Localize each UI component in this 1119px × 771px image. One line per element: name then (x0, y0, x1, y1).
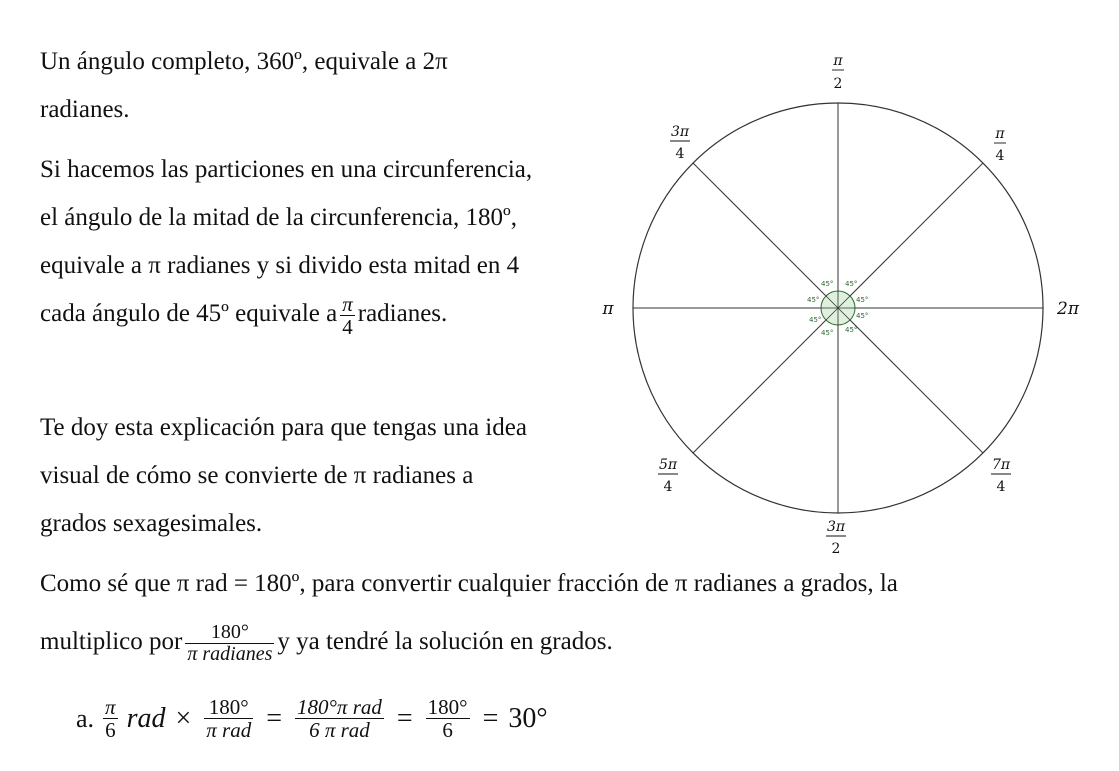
fraction-numerator: π (342, 291, 353, 316)
fraction-numerator: π (105, 695, 116, 719)
equals-sign: = (482, 702, 499, 734)
fraction-denominator: π radianes (187, 642, 273, 665)
label-denominator: 4 (995, 148, 1005, 164)
angle-label: 45° (856, 312, 869, 320)
equals-sign: = (266, 702, 283, 734)
angle-label: 45° (821, 280, 834, 288)
label-numerator: 3π (826, 519, 846, 535)
label-denominator: 4 (996, 479, 1006, 495)
label-7pi-over-4 (991, 457, 1011, 495)
angle-label: 45° (845, 326, 858, 334)
paragraph-full-angle-text: Un ángulo completo, 360º, equivale a 2π radianes. (40, 48, 448, 123)
label-pi-over-2 (832, 53, 844, 92)
paragraph-explanation-text: Te doy esta explicación para que tengas una idea visual de cómo se convierte de π radianes a grados sexagesimales. (40, 414, 527, 537)
paragraph-partitions (40, 146, 540, 338)
example-label: a. (76, 703, 95, 733)
label-3pi-over-2 (826, 519, 846, 557)
fraction-denominator: 6 (426, 718, 470, 741)
label-pi: π (602, 299, 614, 319)
paragraph-multiply-end: y ya tendré la solución en grados. (277, 628, 613, 655)
example-result: 30° (508, 702, 548, 734)
conversion-factor-fraction (185, 622, 274, 665)
label-3pi-over-4 (670, 124, 690, 162)
label-numerator: 5π (658, 457, 678, 473)
fraction-180-pi-rad-over-6-pi-rad (295, 696, 384, 741)
label-5pi-over-4 (658, 457, 678, 495)
example-a-equation (76, 696, 548, 741)
times-sign: × (175, 702, 192, 734)
label-2pi: 2π (1057, 299, 1079, 319)
label-numerator: π (995, 126, 1005, 142)
paragraph-conversion (40, 560, 1100, 608)
fraction-numerator: 180° (210, 620, 249, 643)
paragraph-full-angle (40, 38, 540, 134)
fraction-180-over-6 (426, 696, 470, 741)
equals-sign: = (396, 702, 413, 734)
label-denominator: 2 (833, 76, 843, 92)
fraction-denominator: 4 (340, 315, 355, 338)
paragraph-partitions-text: Si hacemos las particiones en una circunferencia, el ángulo de la mitad de la circunferencia, 180º, equivale a π radianes y si divido esta mitad en 4 cada ángulo de 45º equivale a (40, 156, 533, 327)
label-denominator: 4 (675, 146, 685, 162)
fraction-180-over-pi-rad (204, 696, 253, 741)
angle-label: 45° (845, 280, 858, 288)
label-numerator: 7π (991, 457, 1011, 473)
fraction-numerator: 180° (208, 695, 249, 719)
rad-unit: rad (126, 702, 166, 734)
fraction-denominator: 6 (103, 718, 118, 741)
paragraph-multiply (40, 618, 1100, 666)
label-denominator: 2 (831, 541, 841, 557)
fraction-denominator: 6 π rad (295, 718, 384, 741)
angle-label: 45° (809, 316, 822, 324)
paragraph-conversion-text: Como sé que π rad = 180º, para convertir cualquier fracción de π radianes a grados, la (40, 570, 898, 597)
unit-circle-diagram (590, 50, 1090, 562)
angle-label: 45° (856, 296, 869, 304)
label-denominator: 4 (663, 479, 673, 495)
fraction-numerator: 180°π rad (297, 695, 382, 719)
paragraph-partitions-end: radianes. (357, 300, 448, 327)
label-pi-over-4 (994, 126, 1006, 164)
label-numerator: π (833, 53, 843, 69)
angle-label: 45° (807, 296, 820, 304)
paragraph-multiply-text: multiplico por (40, 628, 183, 655)
fraction-denominator: π rad (206, 718, 252, 743)
fraction-numerator: 180° (427, 695, 468, 719)
angle-label: 45° (821, 329, 834, 337)
pi-over-4-fraction (340, 293, 355, 338)
paragraph-explanation (40, 404, 540, 548)
fraction-pi-over-6 (103, 696, 118, 741)
label-numerator: 3π (670, 124, 690, 140)
